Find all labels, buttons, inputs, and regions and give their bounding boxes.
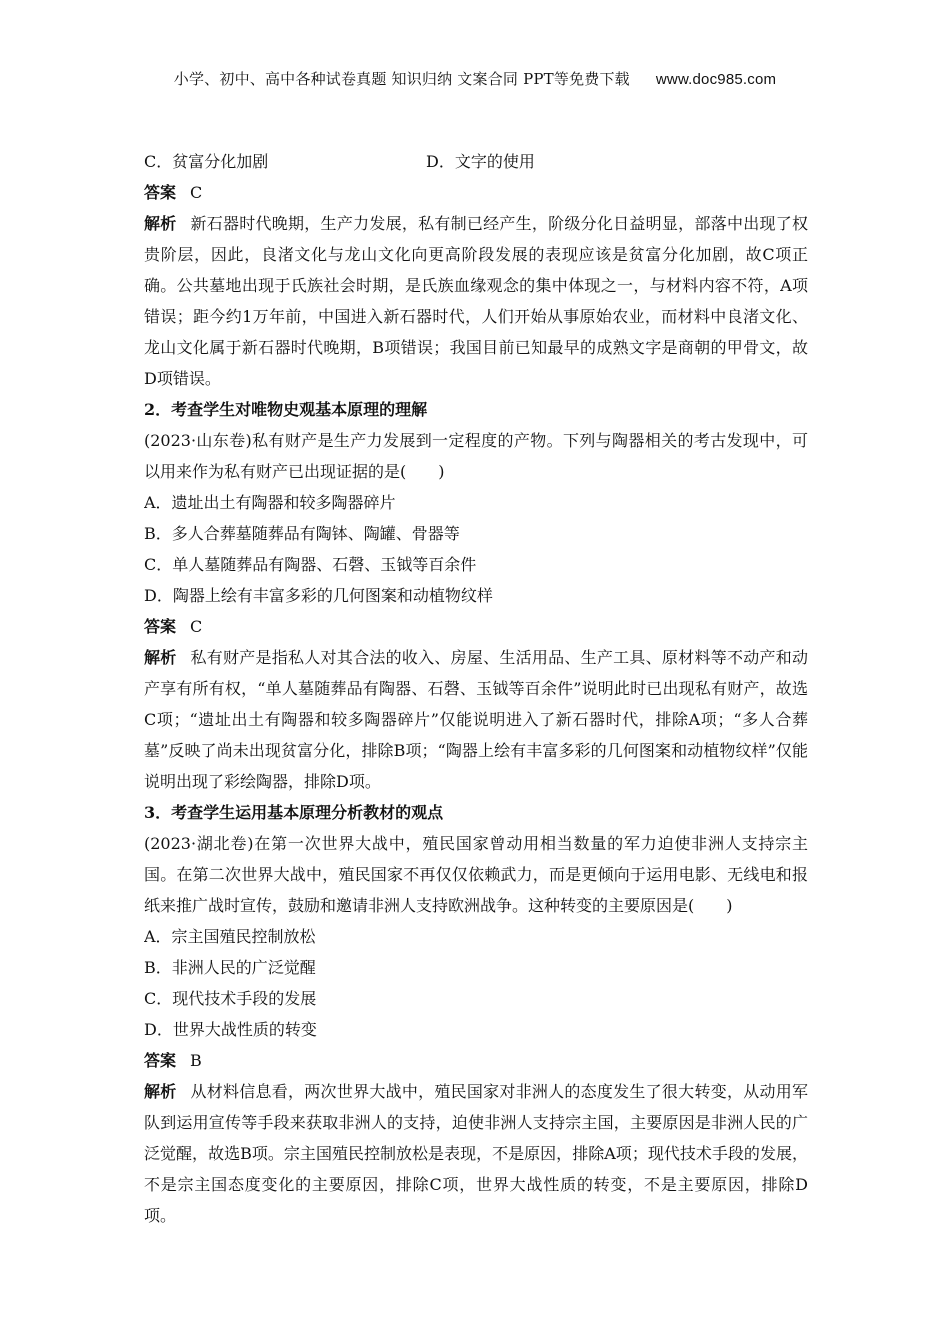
section2-answer-value: C xyxy=(190,617,203,636)
section3-option-d: D．世界大战性质的转变 xyxy=(144,1020,317,1039)
q1-answer-value: C xyxy=(190,183,203,202)
section3-answer xyxy=(144,1045,808,1076)
answer-label: 答案 xyxy=(144,183,177,202)
document-body xyxy=(144,146,808,1231)
section3-option-a: A．宗主国殖民控制放松 xyxy=(144,927,316,946)
section2-option-c: C．单人墓随葬品有陶器、石磬、玉钺等百余件 xyxy=(144,555,477,574)
section3-analysis xyxy=(144,1076,808,1231)
answer-label: 答案 xyxy=(144,1051,177,1070)
section2-option-b: B．多人合葬墓随葬品有陶钵、陶罐、骨器等 xyxy=(144,524,460,543)
q1-answer xyxy=(144,177,808,208)
q1-analysis xyxy=(144,208,808,394)
section2-option-a: A．遗址出土有陶器和较多陶器碎片 xyxy=(144,493,396,512)
section3-answer-value: B xyxy=(190,1051,202,1070)
answer-label: 答案 xyxy=(144,617,177,636)
section3-option-b: B．非洲人民的广泛觉醒 xyxy=(144,958,316,977)
section2-analysis xyxy=(144,642,808,797)
q1-options-row xyxy=(144,146,808,177)
section2-option-d: D．陶器上绘有丰富多彩的几何图案和动植物纹样 xyxy=(144,586,493,605)
q1-option-c: C．贫富分化加剧 xyxy=(144,152,269,171)
section3-stem: (2023·湖北卷)在第一次世界大战中，殖民国家曾动用相当数量的军力迫使非洲人支持宗主国。在第二次世界大战中，殖民国家不再仅仅依赖武力，而是更倾向于运用电影、无线电和报纸来推广战时宣传，鼓励和邀请非洲人支持欧洲战争。这种转变的主要原因是( ) xyxy=(144,834,808,915)
section2-answer xyxy=(144,611,808,642)
section2-stem: (2023·山东卷)私有财产是生产力发展到一定程度的产物。下列与陶器相关的考古发现中，可以用来作为私有财产已出现证据的是( ) xyxy=(144,431,808,481)
section2-analysis-text: 私有财产是指私人对其合法的收入、房屋、生活用品、生产工具、原材料等不动产和动产享有所有权，“单人墓随葬品有陶器、石磬、玉钺等百余件”说明此时已出现私有财产，故选C项；“遗址出土有陶器和较多陶器碎片”仅能说明进入了新石器时代，排除A项；“多人合葬墓”反映了尚未出现贫富分化，排除B项；“陶器上绘有丰富多彩的几何图案和动植物纹样”仅能说明出现了彩绘陶器，排除D项。 xyxy=(144,648,808,791)
analysis-label: 解析 xyxy=(144,1082,177,1101)
analysis-label: 解析 xyxy=(144,648,177,667)
section2-title: 2．考查学生对唯物史观基本原理的理解 xyxy=(144,400,428,419)
q1-option-d: D．文字的使用 xyxy=(426,152,535,171)
header-site[interactable]: www.doc985.com xyxy=(655,71,777,88)
q1-analysis-text: 新石器时代晚期，生产力发展，私有制已经产生，阶级分化日益明显，部落中出现了权贵阶层，因此，良渚文化与龙山文化向更高阶段发展的表现应该是贫富分化加剧，故C项正确。公共墓地出现于氏族社会时期，是氏族血缘观念的集中体现之一，与材料内容不符，A项错误；距今约1万年前，中国进入新石器时代，人们开始从事原始农业，而材料中良渚文化、龙山文化属于新石器时代晚期，B项错误；我国目前已知最早的成熟文字是商朝的甲骨文，故D项错误。 xyxy=(144,214,808,388)
section3-analysis-text: 从材料信息看，两次世界大战中，殖民国家对非洲人的态度发生了很大转变，从动用军队到运用宣传等手段来获取非洲人的支持，迫使非洲人支持宗主国，主要原因是非洲人民的广泛觉醒，故选B项。宗主国殖民控制放松是表现，不是原因，排除A项；现代技术手段的发展，不是宗主国态度变化的主要原因，排除C项，世界大战性质的转变，不是主要原因，排除D项。 xyxy=(144,1082,808,1225)
section3-option-c: C．现代技术手段的发展 xyxy=(144,989,317,1008)
page-header xyxy=(0,68,950,89)
header-text: 小学、初中、高中各种试卷真题 知识归纳 文案合同 PPT等免费下载 xyxy=(173,70,630,88)
section3-title: 3．考查学生运用基本原理分析教材的观点 xyxy=(144,803,444,822)
analysis-label: 解析 xyxy=(144,214,177,233)
